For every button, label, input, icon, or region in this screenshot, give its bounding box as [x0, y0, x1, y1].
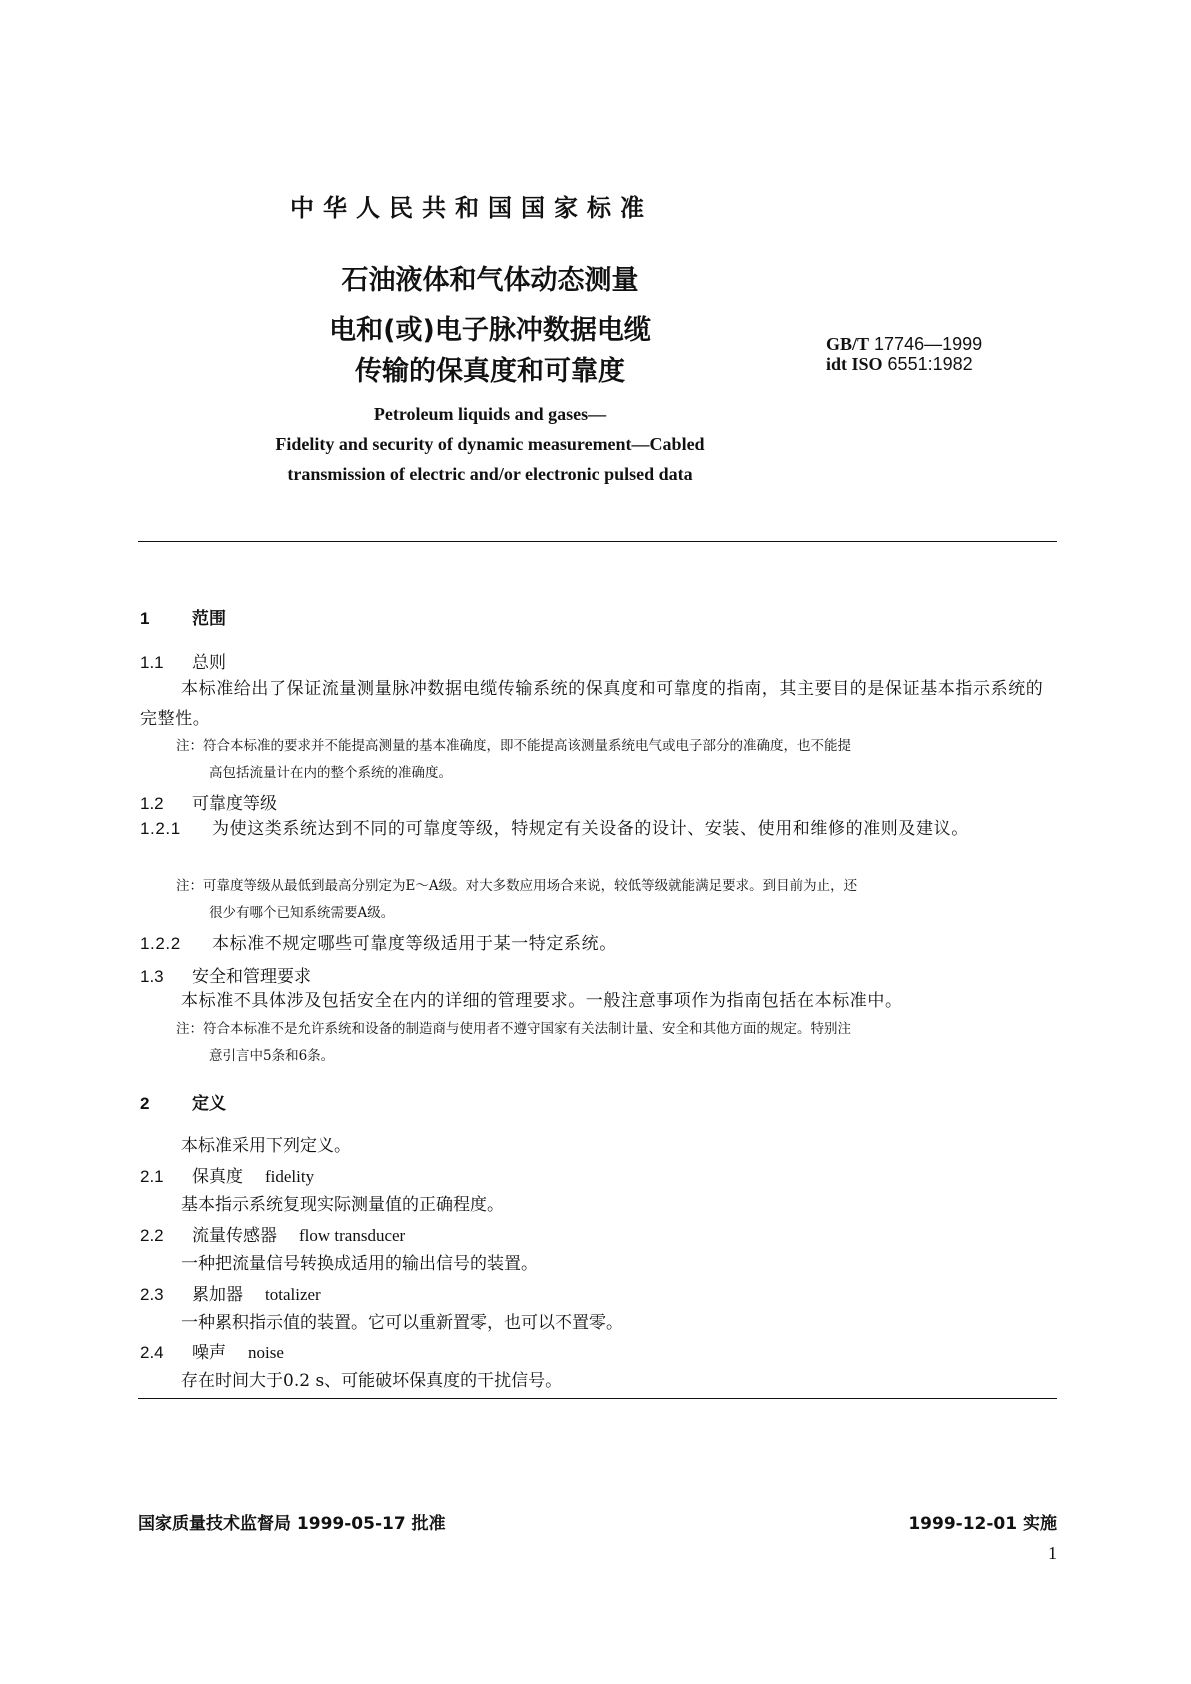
section-1-title: 范围: [192, 609, 226, 629]
section-1-1-number: 1.1: [140, 653, 164, 672]
section-1-3-title: 安全和管理要求: [192, 967, 311, 987]
implementation-date: 1999-12-01 实施: [908, 1514, 1057, 1534]
definition-2-1-english: fidelity: [265, 1167, 315, 1186]
title-en-line-3: transmission of electric and/or electronic pulsed data: [287, 464, 693, 484]
definition-2-1-number: 2.1: [140, 1167, 164, 1186]
section-1-2-heading: [140, 789, 277, 814]
section-1-2-2-paragraph: [140, 929, 1058, 959]
definition-2-2-term: 流量传感器: [192, 1226, 277, 1246]
section-1-2-1-text: 为使这类系统达到不同的可靠度等级，特规定有关设备的设计、安装、使用和维修的准则及建议。: [212, 819, 969, 839]
section-2-intro: 本标准采用下列定义。: [181, 1136, 351, 1156]
header-divider: [138, 541, 1057, 542]
section-1-3-number: 1.3: [140, 967, 164, 986]
section-1-3-note: [176, 1016, 1058, 1070]
section-1-2-2-text: 本标准不规定哪些可靠度等级适用于某一特定系统。: [212, 934, 617, 954]
section-1-1-title: 总则: [192, 653, 226, 673]
section-1-2-1-paragraph: [140, 814, 1058, 844]
section-1-2-note-line-1: 注：可靠度等级从最低到最高分别定为E～A级。对大多数应用场合来说，较低等级就能满足要求。到目前为止，还: [176, 878, 858, 894]
definition-2-2-number: 2.2: [140, 1226, 164, 1245]
section-1-2-number: 1.2: [140, 794, 164, 813]
section-1-3-heading: [140, 962, 311, 987]
national-standard-heading: 中华人民共和国国家标准: [290, 194, 653, 222]
definition-2-4-number: 2.4: [140, 1343, 164, 1362]
section-1-3-paragraph: 本标准不具体涉及包括安全在内的详细的管理要求。一般注意事项作为指南包括在本标准中。: [181, 991, 903, 1011]
section-1-2-title: 可靠度等级: [192, 794, 277, 814]
definition-2-3-description: 一种累积指示值的装置。它可以重新置零，也可以不置零。: [181, 1313, 623, 1333]
section-1-2-1-number: 1.2.1: [140, 819, 181, 838]
standard-prefix: GB/T: [826, 334, 870, 354]
title-en-line-1: Petroleum liquids and gases—: [373, 404, 607, 424]
definition-2-3-term: 累加器: [192, 1285, 243, 1305]
definition-2-3-number: 2.3: [140, 1285, 164, 1304]
definition-2-1-description: 基本指示系统复现实际测量值的正确程度。: [181, 1195, 504, 1215]
section-1-heading: [140, 604, 226, 629]
idt-prefix: idt ISO: [826, 354, 883, 374]
definition-2-2-english: flow transducer: [299, 1226, 406, 1245]
title-cn-line-1: 石油液体和气体动态测量: [341, 265, 639, 296]
idt-code: 6551:1982: [887, 354, 973, 374]
definition-2-2-heading: [140, 1221, 405, 1246]
section-1-1-note-line-2: 高包括流量计在内的整个系统的准确度。: [209, 765, 452, 781]
definition-2-4-term: 噪声: [192, 1343, 226, 1363]
section-1-3-note-line-2: 意引言中5条和6条。: [209, 1048, 335, 1064]
section-1-3-note-line-1: 注：符合本标准不是允许系统和设备的制造商与使用者不遵守国家有关法制计量、安全和其他方面的规定。特别注: [176, 1021, 851, 1037]
page-number: 1: [1048, 1543, 1057, 1563]
definition-2-4-heading: [140, 1338, 284, 1363]
definition-2-1-heading: [140, 1162, 314, 1187]
title-cn-line-2: 电和(或)电子脉冲数据电缆: [329, 315, 651, 346]
section-2-number: 2: [140, 1094, 150, 1113]
definition-2-1-term: 保真度: [192, 1167, 243, 1187]
footer-divider: [138, 1398, 1057, 1399]
section-1-1-note: [176, 733, 1058, 787]
definition-2-3-english: totalizer: [265, 1285, 321, 1304]
standard-number: [826, 334, 982, 355]
idt-reference: [826, 354, 973, 375]
section-1-2-note-line-2: 很少有哪个已知系统需要A级。: [209, 905, 395, 921]
section-1-1-note-line-1: 注：符合本标准的要求并不能提高测量的基本准确度，即不能提高该测量系统电气或电子部分的准确度，也不能提: [176, 738, 851, 754]
title-cn-line-3: 传输的保真度和可靠度: [355, 356, 625, 387]
definition-2-4-description: 存在时间大于0.2 s、可能破坏保真度的干扰信号。: [181, 1371, 563, 1391]
approval-date: 国家质量技术监督局 1999-05-17 批准: [138, 1514, 446, 1534]
title-en-line-2: Fidelity and security of dynamic measurement—Cabled: [275, 434, 705, 454]
definition-2-2-description: 一种把流量信号转换成适用的输出信号的装置。: [181, 1254, 538, 1274]
section-2-title: 定义: [192, 1094, 226, 1114]
standard-code: 17746—1999: [874, 334, 983, 354]
section-1-2-2-number: 1.2.2: [140, 934, 181, 953]
section-1-2-note: [176, 873, 1058, 927]
section-1-1-heading: [140, 648, 226, 673]
definition-2-3-heading: [140, 1280, 321, 1305]
definition-2-4-english: noise: [248, 1343, 284, 1362]
section-2-heading: [140, 1089, 226, 1114]
section-1-1-paragraph: 本标准给出了保证流量测量脉冲数据电缆传输系统的保真度和可靠度的指南，其主要目的是保证基本指示系统的完整性。: [140, 679, 1044, 729]
section-1-number: 1: [140, 609, 150, 628]
